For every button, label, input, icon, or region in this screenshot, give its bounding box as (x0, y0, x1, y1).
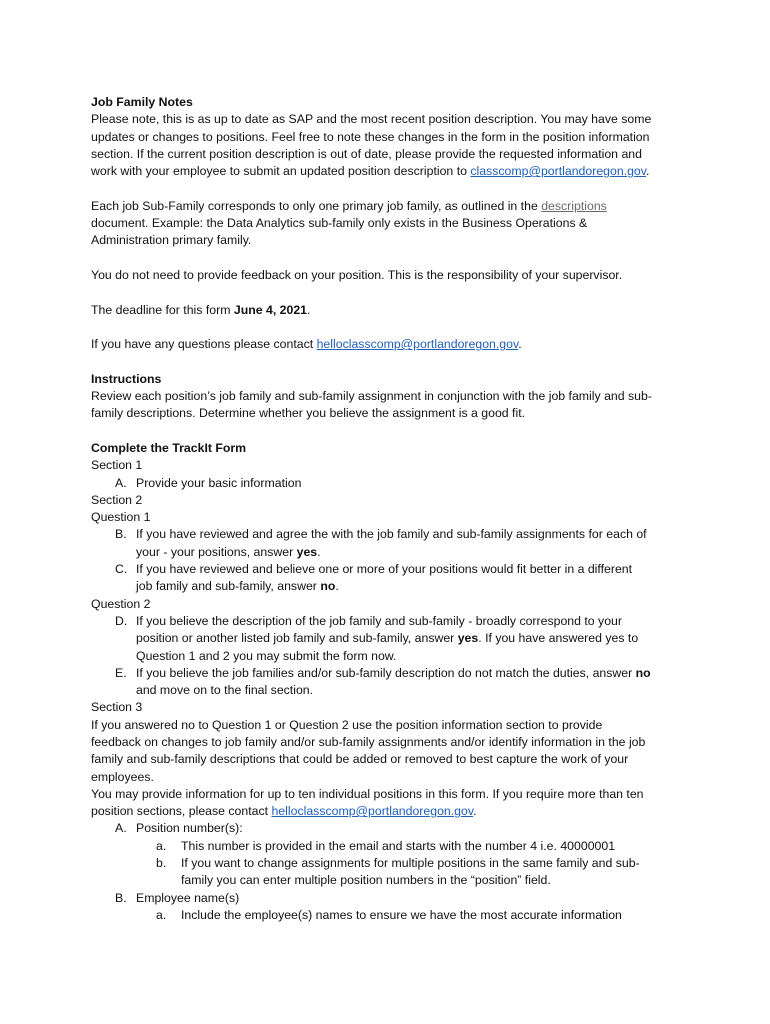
contact-text: If you have any questions please contact (91, 337, 317, 352)
list-item-d (91, 613, 691, 630)
list-item-text: job family and sub-family, answer (136, 579, 321, 594)
list-item-text: your - your positions, answer (136, 544, 297, 559)
deadline-line (91, 302, 691, 319)
trackit-form-heading: Complete the TrackIt Form (91, 440, 247, 455)
list-item-text: . If you have answered yes to (478, 631, 639, 646)
list-item-text: Provide your basic information (136, 475, 302, 490)
deadline-text: The deadline for this form (91, 302, 234, 317)
feedback-note: You do not need to provide feedback on your position. This is the responsibility of your supervisor. (91, 267, 623, 282)
list-marker: A. (115, 821, 127, 836)
notes-paragraph-line: Please note, this is as up to date as SAP and the most recent position description. You may have some (91, 112, 652, 127)
list-marker: a. (156, 907, 167, 922)
section-3-line: You may provide information for up to ten individual positions in this form. If you require more than ten (91, 786, 644, 801)
deadline-text: . (307, 302, 311, 317)
list-item-b-continuation (91, 544, 691, 561)
list-item-text: position or another listed job family and sub-family, answer (136, 631, 458, 646)
list-marker: E. (115, 665, 127, 680)
list-item-text: Include the employee(s) names to ensure we have the most accurate information (181, 907, 622, 922)
list-item-d-continuation (91, 630, 691, 647)
list-item-a (91, 475, 691, 492)
list-marker: a. (156, 838, 167, 853)
list-item-text: If you believe the job families and/or sub-family description do not match the duties, answer (136, 665, 636, 680)
list-item-text: Employee name(s) (136, 890, 240, 905)
subfamily-paragraph-line: document. Example: the Data Analytics sub-family only exists in the Business Operations & (91, 216, 588, 231)
list-item-d-continuation: Question 1 and 2 you may submit the form now. (136, 648, 397, 663)
list-item-text: . (335, 579, 339, 594)
instructions-line: family descriptions. Determine whether you believe the assignment is a good fit. (91, 406, 526, 421)
classcomp-email-link[interactable]: classcomp@portlandoregon.gov (470, 164, 647, 179)
instructions-heading: Instructions (91, 371, 162, 386)
answer-no: no (320, 579, 336, 594)
list-item-c (91, 561, 691, 578)
section-3-line: family and sub-family descriptions that could be added or removed to best capture the work of your (91, 752, 629, 767)
list-marker: b. (156, 856, 167, 871)
section-3-line: feedback on changes to job family and/or sub-family assignments and/or identify information in the job (91, 734, 646, 749)
list-item-employee-name (91, 890, 691, 907)
list-marker: A. (115, 475, 127, 490)
notes-paragraph-line (91, 163, 691, 180)
section-2-label: Section 2 (91, 492, 143, 507)
section-3-contact-line (91, 803, 691, 820)
list-item-text: Position number(s): (136, 821, 243, 836)
document-page (91, 94, 691, 924)
section-3-line: employees. (91, 769, 154, 784)
instructions-line: Review each position’s job family and sub-family assignment in conjunction with the job family and sub- (91, 389, 652, 404)
contact-line (91, 336, 691, 353)
subfamily-text: Each job Sub-Family corresponds to only one primary job family, as outlined in the (91, 198, 542, 213)
job-family-notes-heading: Job Family Notes (91, 95, 193, 109)
question-2-label: Question 2 (91, 596, 151, 611)
notes-text: . (646, 164, 650, 179)
list-item-c-continuation (91, 578, 691, 595)
notes-paragraph-line: updates or changes to positions. Feel free to note these changes in the form in the position information (91, 129, 650, 144)
subfamily-paragraph-line (91, 198, 691, 215)
list-marker: B. (115, 527, 127, 542)
notes-text: work with your employee to submit an updated position description to (91, 164, 471, 179)
sublist-item-a (91, 907, 691, 924)
list-item-text: If you believe the description of the job family and sub-family - broadly correspond to your (136, 613, 622, 628)
descriptions-link[interactable]: descriptions (541, 198, 607, 213)
section-3-line: If you answered no to Question 1 or Question 2 use the position information section to provide (91, 717, 603, 732)
list-item-text: If you want to change assignments for multiple positions in the same family and sub- (181, 856, 640, 871)
helloclasscomp-email-link[interactable]: helloclasscomp@portlandoregon.gov (316, 337, 519, 352)
list-item-text: If you have reviewed and agree the with the job family and sub-family assignments for each of (136, 527, 647, 542)
answer-yes: yes (457, 631, 479, 646)
deadline-date: June 4, 2021 (233, 302, 308, 317)
section-1-label: Section 1 (91, 458, 143, 473)
list-item-position-number (91, 820, 691, 837)
section-3-text: position sections, please contact (91, 804, 272, 819)
sublist-item-b (91, 855, 691, 872)
list-marker: C. (115, 562, 128, 577)
sublist-item-b-continuation: family you can enter multiple position numbers in the “position” field. (181, 873, 551, 888)
section-3-label: Section 3 (91, 700, 143, 715)
subfamily-paragraph-line: Administration primary family. (91, 233, 252, 248)
list-marker: B. (115, 890, 127, 905)
list-item-e-continuation: and move on to the final section. (136, 683, 314, 698)
list-item-text: This number is provided in the email and starts with the number 4 i.e. 40000001 (181, 838, 616, 853)
answer-yes: yes (296, 544, 318, 559)
list-item-b (91, 526, 691, 543)
helloclasscomp-email-link[interactable]: helloclasscomp@portlandoregon.gov (271, 804, 474, 819)
contact-text: . (518, 337, 522, 352)
section-3-text: . (473, 804, 477, 819)
question-1-label: Question 1 (91, 510, 151, 525)
list-marker: D. (115, 613, 128, 628)
answer-no: no (635, 665, 651, 680)
notes-paragraph-line: section. If the current position description is out of date, please provide the requested information and (91, 146, 642, 161)
list-item-text: . (317, 544, 321, 559)
sublist-item-a (91, 838, 691, 855)
list-item-text: If you have reviewed and believe one or more of your positions would fit better in a different (136, 562, 633, 577)
list-item-e (91, 665, 691, 682)
